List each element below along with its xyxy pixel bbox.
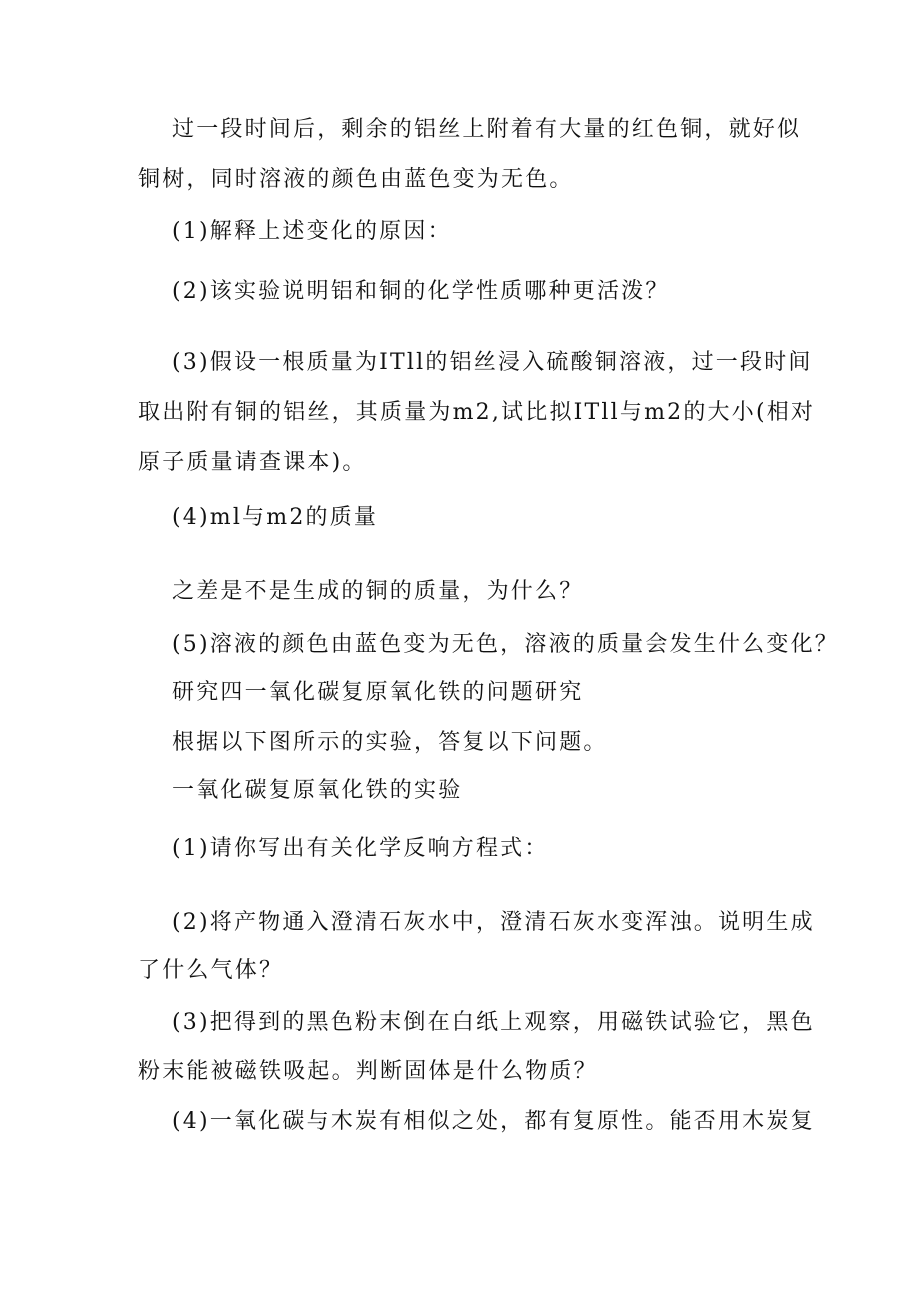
question-1-b: (1)请你写出有关化学反响方程式： xyxy=(172,836,549,861)
paragraph-line: 铜树，同时溶液的颜色由蓝色变为无色。 xyxy=(138,167,574,192)
paragraph-line: 根据以下图所示的实验，答复以下问题。 xyxy=(172,730,608,755)
question-4: (4)ml与m2的质量 xyxy=(172,505,379,530)
section-heading: 研究四一氧化碳复原氧化铁的问题研究 xyxy=(172,680,584,705)
paragraph-line: 之差是不是生成的铜的质量，为什么？ xyxy=(172,579,584,604)
paragraph-line: 原子质量请查课本)。 xyxy=(138,450,367,475)
paragraph-line: 粉末能被磁铁吸起。判断固体是什么物质？ xyxy=(138,1059,598,1084)
question-1: (1)解释上述变化的原因： xyxy=(172,219,452,244)
paragraph-line: 了什么气体？ xyxy=(138,958,284,983)
paragraph-line: 取出附有铜的铝丝，其质量为m2,试比拟ITll与m2的大小(相对 xyxy=(138,400,816,425)
question-2: (2)该实验说明铝和铜的化学性质哪种更活泼？ xyxy=(172,279,670,304)
question-5: (5)溶液的颜色由蓝色变为无色，溶液的质量会发生什么变化？ xyxy=(172,632,839,657)
question-3: (3)假设一根质量为ITll的铝丝浸入硫酸铜溶液，过一段时间 xyxy=(172,350,813,375)
question-2-b: (2)将产物通入澄清石灰水中，澄清石灰水变浑浊。说明生成 xyxy=(172,910,815,935)
question-3-b: (3)把得到的黑色粉末倒在白纸上观察，用磁铁试验它，黑色 xyxy=(172,1010,815,1035)
figure-caption: 一氧化碳复原氧化铁的实验 xyxy=(172,778,463,803)
paragraph-line: 过一段时间后，剩余的铝丝上附着有大量的红色铜，就好似 xyxy=(172,117,802,142)
question-4-b: (4)一氧化碳与木炭有相似之处，都有复原性。能否用木炭复 xyxy=(172,1109,815,1134)
